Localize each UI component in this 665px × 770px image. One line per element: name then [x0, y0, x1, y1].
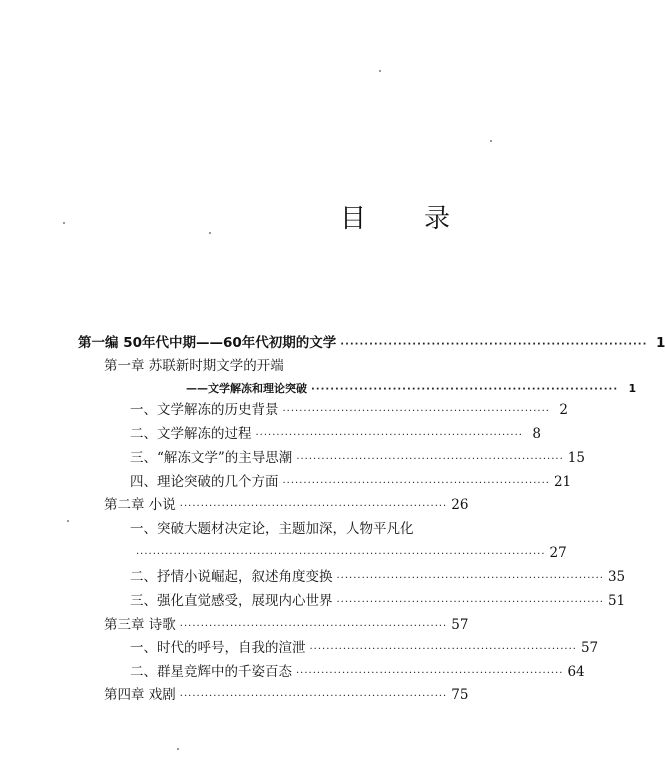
toc-entry-section[interactable]: 四、理论突破的几个方面 ································································ 21: [130, 474, 572, 490]
leader-dots: ··································································································: [136, 549, 546, 560]
leader-dots: ································································: [336, 597, 604, 608]
toc-entry-section[interactable]: 二、抒情小说崛起，叙述角度变换 ································································ 35: [130, 569, 626, 585]
toc-entry-part-1[interactable]: 第一编 50年代中期——60年代初期的文学 ································································ 1: [78, 335, 665, 351]
scan-speck: [63, 222, 65, 224]
leader-dots: ································································: [179, 501, 448, 512]
toc-entry-section[interactable]: 一、时代的呼号，自我的渲泄 ································································ 57: [130, 640, 599, 656]
toc-entry-section[interactable]: 三、“解冻文学”的主导思潮 ································································ 15: [130, 450, 585, 466]
scan-speck: [67, 520, 69, 522]
toc-entry-chapter-3[interactable]: 第三章 诗歌 ································································ 57: [104, 617, 469, 633]
toc-entry-section[interactable]: 二、群星竞辉中的千姿百态 ································································ 64: [130, 664, 585, 680]
scan-speck: [177, 748, 179, 750]
toc-entry-chapter-1-subtitle[interactable]: ——文学解冻和理论突破 ································································ 1: [186, 381, 444, 398]
toc-entry-section[interactable]: 一、文学解冻的历史背景 ································································ 2: [130, 402, 568, 418]
leader-dots: ································································: [311, 384, 619, 395]
title-char-2: 录: [423, 204, 450, 234]
toc-entry-section[interactable]: 三、强化直觉感受，展现内心世界 ································································ 51: [130, 593, 626, 609]
toc-entry-section-continued[interactable]: ·································································································· 27: [136, 545, 567, 561]
scan-speck: [379, 70, 381, 72]
leader-dots: ································································: [296, 454, 564, 465]
leader-dots: ································································: [255, 430, 523, 441]
leader-dots: ································································: [282, 478, 550, 489]
leader-dots: ································································: [309, 644, 577, 655]
toc-entry-section[interactable]: 二、文学解冻的过程 ································································ 8: [130, 426, 541, 442]
toc-entry-chapter-1[interactable]: 第一章 苏联新时期文学的开端: [104, 358, 284, 374]
leader-dots: ································································: [340, 339, 648, 350]
leader-dots: ································································: [296, 668, 564, 679]
leader-dots: ································································: [336, 573, 604, 584]
leader-dots: ································································: [179, 691, 448, 702]
scan-speck: [490, 140, 492, 142]
toc-entry-section[interactable]: 一、突破大题材决定论，主题加深，人物平凡化: [130, 521, 414, 537]
leader-dots: ································································: [179, 621, 448, 632]
toc-entry-chapter-2[interactable]: 第二章 小说 ································································ 26: [104, 497, 469, 513]
leader-dots: ································································: [282, 406, 550, 417]
title-char-1: 目: [340, 204, 367, 234]
scan-speck: [209, 232, 211, 234]
toc-entry-chapter-4[interactable]: 第四章 戏剧 ································································ 75: [104, 687, 469, 703]
